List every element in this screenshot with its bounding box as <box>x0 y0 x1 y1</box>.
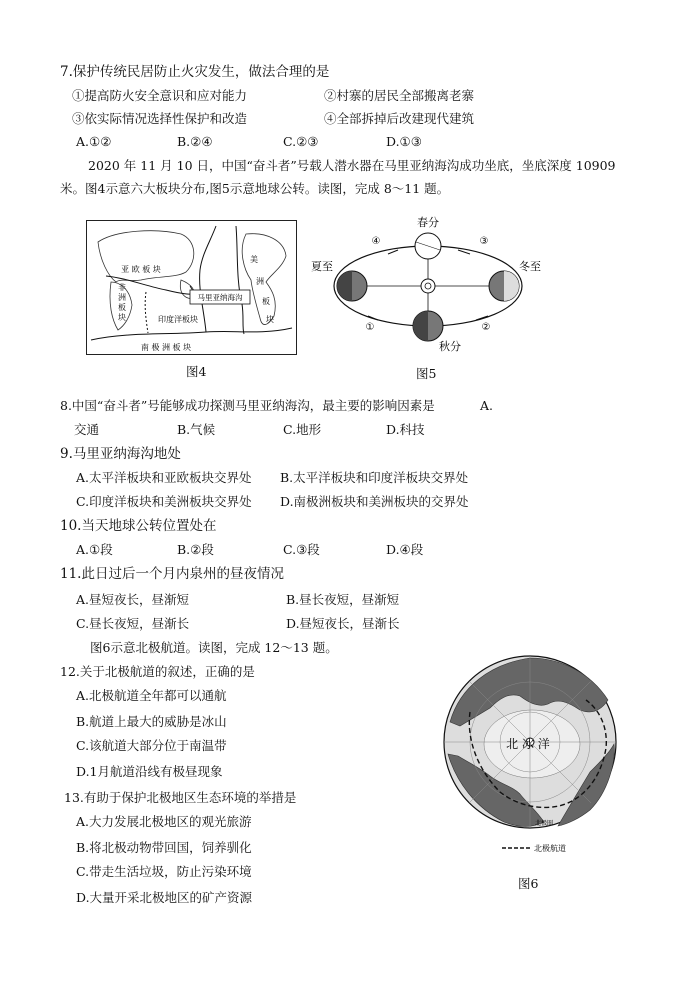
q7-stem: 7.保护传统民居防止火灾发生，做法合理的是 <box>60 64 330 80</box>
q8-choice-c: C.地形 <box>283 422 322 437</box>
q8-stem: 8.中国“奋斗者”号能够成功探测马里亚纳海沟，最主要的影响因素是 <box>60 398 435 413</box>
plate-map-figure <box>86 220 297 355</box>
q10-stem: 10.当天地球公转位置处在 <box>60 518 217 534</box>
segment-1-label: ① <box>365 322 375 333</box>
q10-choice-c: C.③段 <box>283 542 320 557</box>
africa-label-2: 洲 <box>118 293 126 302</box>
q13-stem: 13.有助于保护北极地区生态环境的举措是 <box>64 790 297 805</box>
q12-choice-a: A.北极航道全年都可以通航 <box>76 688 227 703</box>
globe-winter <box>489 271 519 301</box>
figure-5-caption: 图5 <box>416 366 437 381</box>
q13-choice-a: A.大力发展北极地区的观光旅游 <box>76 814 252 829</box>
route-legend-label: 北极航道 <box>534 844 566 853</box>
q9-choice-a: A.太平洋板块和亚欧板块交界处 <box>76 470 252 485</box>
figure-4-caption: 图4 <box>186 364 207 379</box>
intro-fig6: 图6示意北极航道。读图，完成 12～13 题。 <box>90 640 338 655</box>
q12-choice-d: D.1月航道沿线有极昼现象 <box>76 764 223 779</box>
intro-line-2: 米。图4示意六大板块分布,图5示意地球公转。读图，完成 8～11 题。 <box>60 181 450 196</box>
africa-label-3: 板 <box>118 303 126 312</box>
q11-choice-c: C.昼长夜短，昼渐长 <box>76 616 190 631</box>
arctic-circle-label: 北极圈 <box>534 820 554 827</box>
globe-summer <box>337 271 367 301</box>
q9-stem: 9.马里亚纳海沟地处 <box>60 446 181 462</box>
q11-choice-d: D.昼短夜长，昼渐长 <box>286 616 400 631</box>
q8-choice-b: B.气候 <box>177 422 216 437</box>
antarctic-plate-label: 南 极 洲 板 块 <box>140 343 192 352</box>
indian-plate-label: 印度洋板块 <box>158 315 198 324</box>
q10-choice-b: B.②段 <box>177 542 214 557</box>
globe-autumn <box>413 311 443 341</box>
q12-choice-c: C.该航道大部分位于南温带 <box>76 738 227 753</box>
q13-choice-d: D.大量开采北极地区的矿产资源 <box>76 890 253 905</box>
trench-label: 马里亚纳海沟 <box>197 293 243 302</box>
q7-choice-c: C.②③ <box>283 134 319 149</box>
segment-4-label: ④ <box>371 236 381 247</box>
globe-spring <box>415 233 441 259</box>
q8-choice-a-letter: A. <box>480 398 494 413</box>
q8-choice-a-text: 交通 <box>74 422 100 437</box>
q7-option-1: ①提高防火安全意识和应对能力 <box>72 88 248 103</box>
arctic-ocean-label: 北 冰 洋 <box>506 737 550 751</box>
q11-stem: 11.此日过后一个月内泉州的昼夜情况 <box>60 566 284 582</box>
q7-choice-d: D.①③ <box>386 134 422 149</box>
q12-stem: 12.关于北极航道的叙述，正确的是 <box>60 664 255 679</box>
q7-choice-b: B.②④ <box>177 134 213 149</box>
arctic-route-map <box>440 652 620 857</box>
america-label-3: 板 <box>262 297 270 306</box>
winter-solstice-label: 冬至 <box>519 260 541 273</box>
earth-revolution-figure <box>308 212 548 362</box>
q9-choice-c: C.印度洋板块和美洲板块交界处 <box>76 494 252 509</box>
q11-choice-a: A.昼短夜长，昼渐短 <box>76 592 190 607</box>
q8-choice-d: D.科技 <box>386 422 425 437</box>
africa-label-4: 块 <box>118 313 126 322</box>
q7-option-3: ③依实际情况选择性保护和改造 <box>72 111 248 126</box>
q12-choice-b: B.航道上最大的威胁是冰山 <box>76 714 227 729</box>
q10-choice-d: D.④段 <box>386 542 424 557</box>
america-label-4: 块 <box>266 315 274 324</box>
summer-solstice-label: 夏至 <box>311 260 333 273</box>
q7-option-2: ②村寨的居民全部搬离老寨 <box>324 88 475 103</box>
autumn-equinox-label: 秋分 <box>439 340 461 353</box>
eurasia-label: 亚 欧 板 块 <box>121 265 161 274</box>
spring-equinox-label: 春分 <box>417 216 439 229</box>
africa-label-1: 非 <box>118 283 126 292</box>
segment-3-label: ③ <box>479 236 489 247</box>
q9-choice-b: B.太平洋板块和印度洋板块交界处 <box>280 470 469 485</box>
q7-option-4: ④全部拆掉后改建现代建筑 <box>324 111 475 126</box>
segment-2-label: ② <box>481 322 491 333</box>
q11-choice-b: B.昼长夜短，昼渐短 <box>286 592 400 607</box>
intro-line-1: 2020 年 11 月 10 日，中国“奋斗者”号载人潜水器在马里亚纳海沟成功坐底，坐底深度 10909 <box>88 158 616 173</box>
q9-choice-d: D.南极洲板块和美洲板块的交界处 <box>280 494 469 509</box>
q10-choice-a: A.①段 <box>76 542 113 557</box>
q13-choice-c: C.带走生活垃圾，防止污染环境 <box>76 864 252 879</box>
america-label-1: 美 <box>250 255 258 264</box>
figure-6-caption: 图6 <box>518 876 539 891</box>
q13-choice-b: B.将北极动物带回国，饲养驯化 <box>76 840 252 855</box>
america-label-2: 洲 <box>256 277 264 286</box>
q7-choice-a: A.①② <box>76 134 112 149</box>
